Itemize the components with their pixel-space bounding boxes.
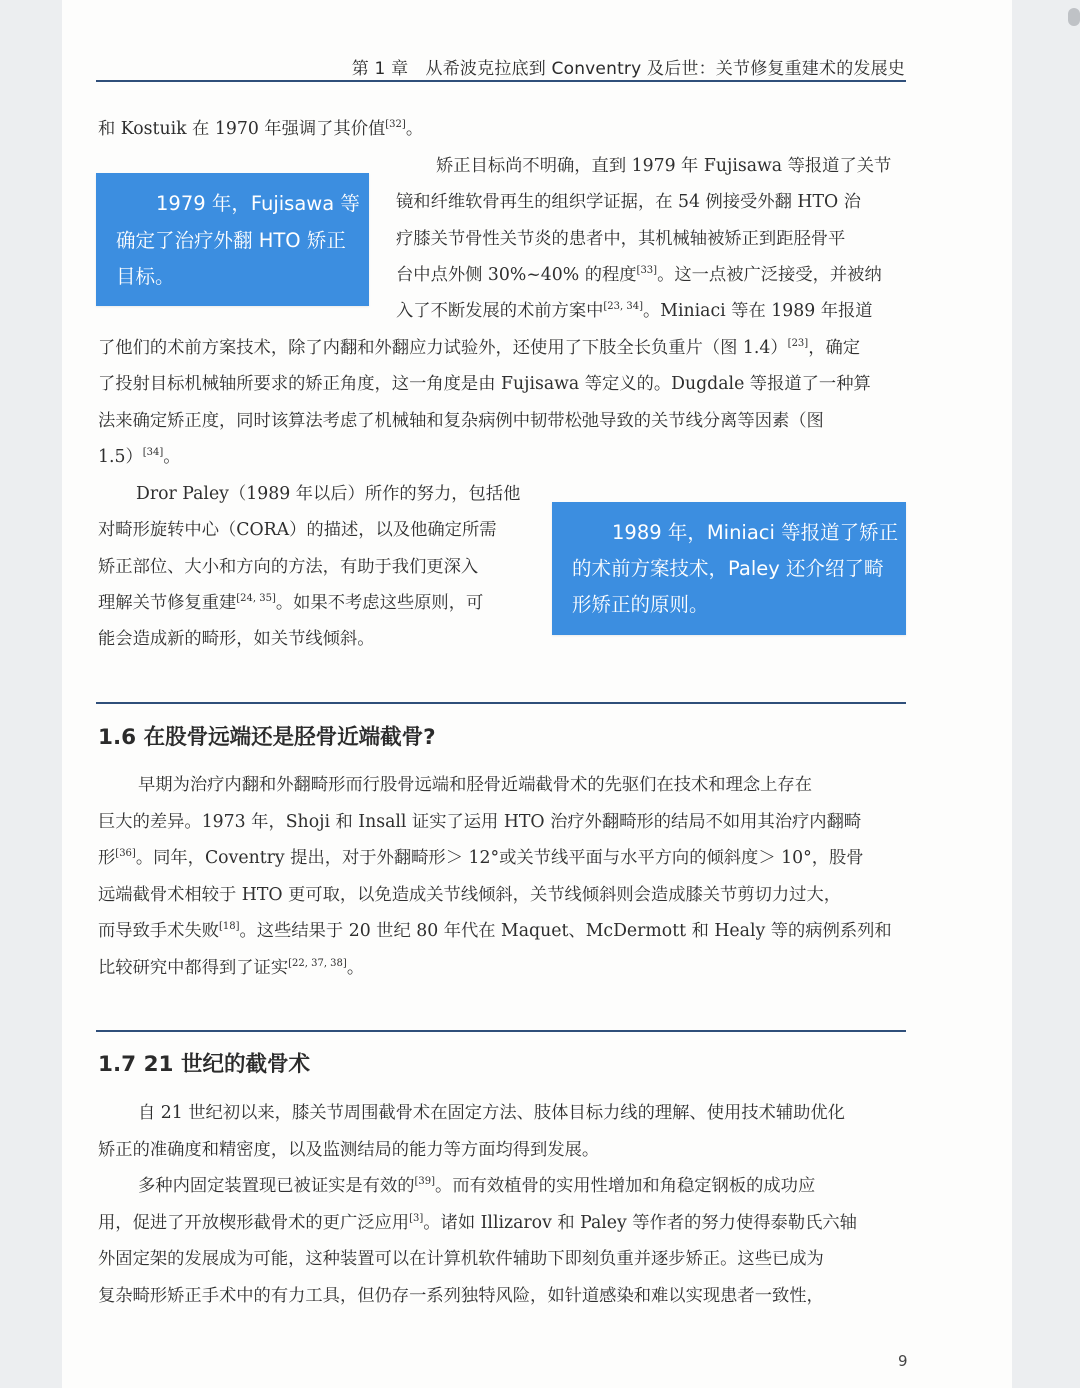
section-title-1-6: 1.6 在股骨远端还是胫骨近端截骨? (98, 725, 436, 750)
callout-line: 的术前方案技术，Paley 还介绍了畸 (572, 557, 884, 580)
text-line: 矫正的准确度和精密度，以及监测结局的能力等方面均得到发展。 (98, 1140, 600, 1160)
text-line: 用，促进了开放楔形截骨术的更广泛应用[3]。诸如 Illizarov 和 Paley 等作者的努力使得泰勒氏六轴 (98, 1213, 857, 1233)
text-line: 镜和纤维软骨再生的组织学证据，在 54 例接受外翻 HTO 治 (396, 192, 861, 212)
callout-line: 目标。 (116, 265, 175, 288)
text-line: 矫正目标尚不明确，直到 1979 年 Fujisawa 等报道了关节 (436, 156, 892, 176)
text-line: 法来确定矫正度，同时该算法考虑了机械轴和复杂病例中韧带松弛导致的关节线分离等因素（图 (98, 411, 824, 431)
running-head: 第 1 章 从希波克拉底到 Conventry 及后世：关节修复重建术的发展史 (351, 59, 905, 79)
callout-line: 形矫正的原则。 (572, 593, 709, 616)
text-line: 形[36]。同年，Coventry 提出，对于外翻畸形＞ 12°或关节线平面与水平方向的倾斜度＞ 10°，股骨 (98, 848, 864, 868)
text-line: 台中点外侧 30%~40% 的程度[33]。这一点被广泛接受，并被纳 (396, 265, 882, 285)
header-rule (96, 80, 906, 82)
callout-line: 1979 年，Fujisawa 等 (156, 192, 360, 215)
text-line: 对畸形旋转中心（CORA）的描述，以及他确定所需 (98, 520, 497, 540)
text-line: 能会造成新的畸形，如关节线倾斜。 (98, 629, 375, 649)
text-line: 多种内固定装置现已被证实是有效的[39]。而有效植骨的实用性增加和角稳定钢板的成功应 (138, 1176, 816, 1196)
text-line: 入了不断发展的术前方案中[23, 34]。Miniaci 等在 1989 年报道 (396, 301, 873, 321)
text-line: 和 Kostuik 在 1970 年强调了其价值[32]。 (98, 119, 424, 139)
callout-box-1989 (552, 502, 906, 635)
text-line: 巨大的差异。1973 年，Shoji 和 Insall 证实了运用 HTO 治疗外翻畸形的结局不如用其治疗内翻畸 (98, 812, 862, 832)
text-line: 复杂畸形矫正手术中的有力工具，但仍存一系列独特风险，如针道感染和难以实现患者一致性， (98, 1286, 824, 1306)
text-line: 早期为治疗内翻和外翻畸形而行股骨远端和胫骨近端截骨术的先驱们在技术和理念上存在 (138, 775, 812, 795)
text-line: 矫正部位、大小和方向的方法，有助于我们更深入 (98, 557, 479, 577)
callout-line: 确定了治疗外翻 HTO 矫正 (116, 229, 346, 252)
scrollbar-thumb[interactable] (1068, 8, 1080, 26)
text-line: 远端截骨术相较于 HTO 更可取，以免造成关节线倾斜，关节线倾斜则会造成膝关节剪切力过大， (98, 885, 842, 905)
text-line: 1.5）[34]。 (98, 447, 181, 467)
section-title-1-7: 1.7 21 世纪的截骨术 (98, 1052, 310, 1077)
callout-line: 1989 年，Miniaci 等报道了矫正 (612, 521, 899, 544)
page-number: 9 (898, 1352, 908, 1370)
section-rule (96, 702, 906, 704)
text-line: 疗膝关节骨性关节炎的患者中，其机械轴被矫正到距胫骨平 (396, 229, 846, 249)
text-line: 了他们的术前方案技术，除了内翻和外翻应力试验外，还使用了下肢全长负重片（图 1.4）[23]，确定 (98, 338, 861, 358)
text-line: 而导致手术失败[18]。这些结果于 20 世纪 80 年代在 Maquet、McDermott 和 Healy 等的病例系列和 (98, 921, 892, 941)
text-line: 自 21 世纪初以来，膝关节周围截骨术在固定方法、肢体目标力线的理解、使用技术辅助优化 (138, 1103, 845, 1123)
callout-box-1979 (96, 173, 369, 306)
text-line: 外固定架的发展成为可能，这种装置可以在计算机软件辅助下即刻负重并逐步矫正。这些已成为 (98, 1249, 824, 1269)
section-rule (96, 1030, 906, 1032)
text-line: 比较研究中都得到了证实[22, 37, 38]。 (98, 958, 365, 978)
text-line: 理解关节修复重建[24, 35]。如果不考虑这些原则，可 (98, 593, 484, 613)
text-line: Dror Paley（1989 年以后）所作的努力，包括他 (136, 484, 521, 504)
text-line: 了投射目标机械轴所要求的矫正角度，这一角度是由 Fujisawa 等定义的。Dugdale 等报道了一种算 (98, 374, 871, 394)
